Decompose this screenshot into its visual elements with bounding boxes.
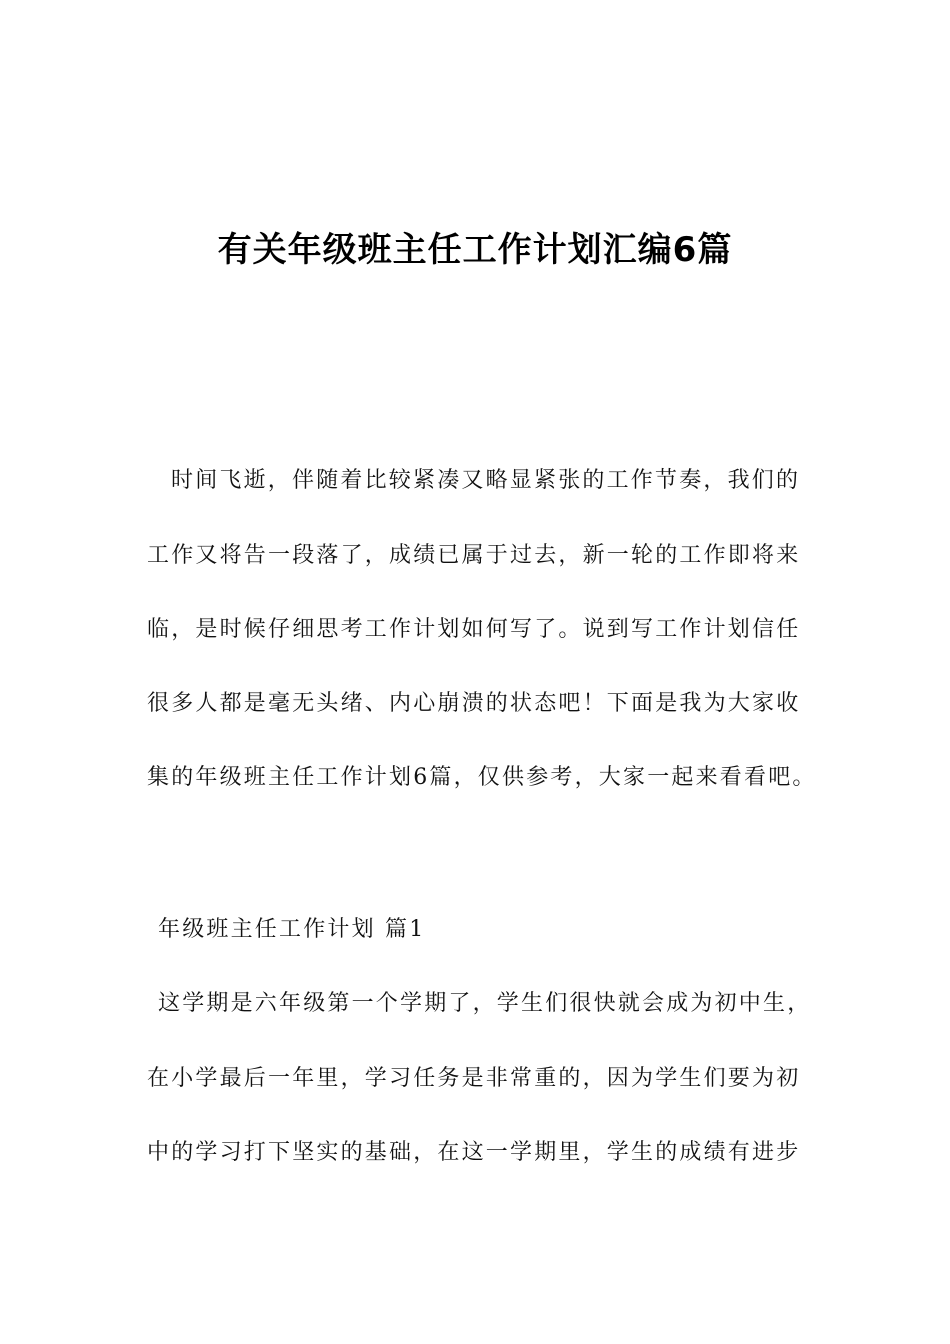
section-heading: 年级班主任工作计划 篇1 (158, 917, 426, 942)
section-line: 中的学习打下坚实的基础，在这一学期里，学生的成绩有进步 (147, 1140, 801, 1165)
intro-line: 工作又将告一段落了，成绩已属于过去，新一轮的工作即将来 (147, 543, 801, 568)
document-title: 有关年级班主任工作计划汇编6篇 (217, 230, 733, 270)
intro-line: 临，是时候仔细思考工作计划如何写了。说到写工作计划信任 (147, 617, 801, 642)
intro-line: 集的年级班主任工作计划6篇，仅供参考，大家一起来看看吧。 (147, 765, 817, 790)
intro-line: 很多人都是毫无头绪、内心崩溃的状态吧！下面是我为大家收 (147, 691, 801, 716)
section-line: 这学期是六年级第一个学期了，学生们很快就会成为初中生， (158, 991, 812, 1016)
section-line: 在小学最后一年里，学习任务是非常重的，因为学生们要为初 (147, 1066, 801, 1091)
intro-line: 时间飞逝，伴随着比较紧凑又略显紧张的工作节奏，我们的 (171, 468, 801, 493)
